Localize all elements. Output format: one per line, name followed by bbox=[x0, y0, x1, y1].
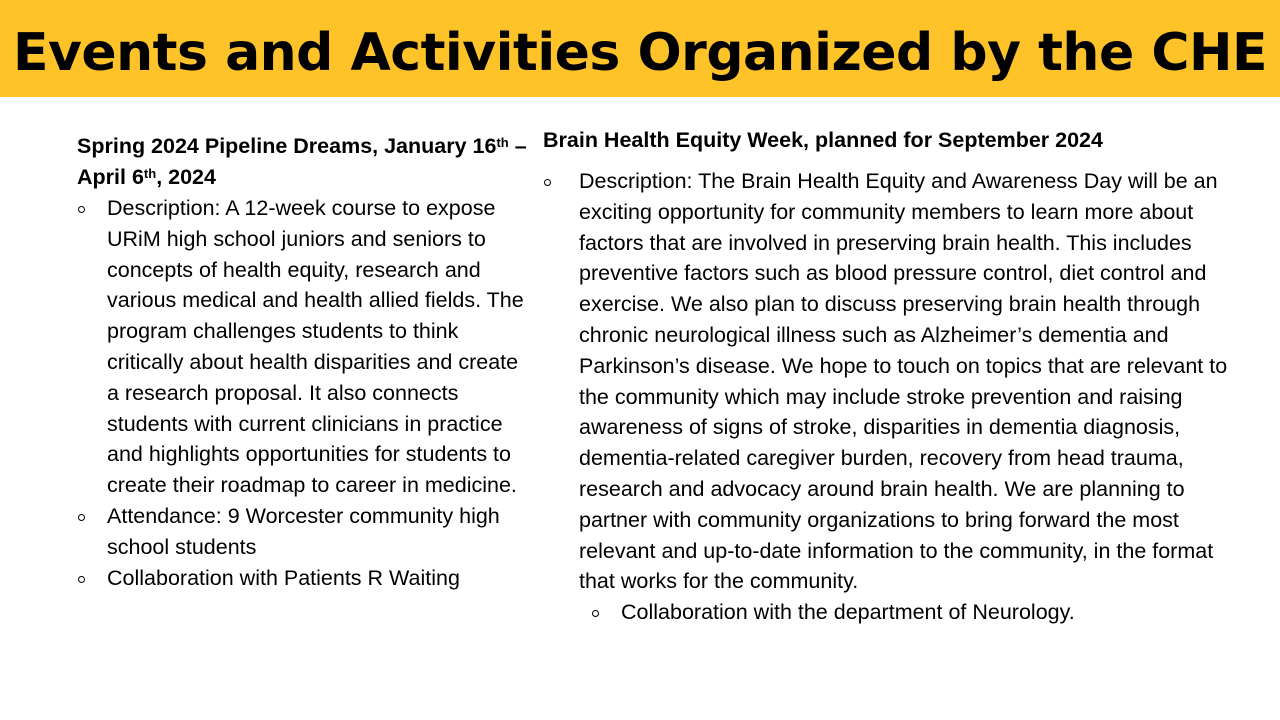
bullet-item-description bbox=[77, 193, 527, 501]
right-column-heading: Brain Health Equity Week, planned for September 2024 bbox=[543, 128, 1103, 152]
heading-superscript: th bbox=[496, 135, 509, 150]
slide-title: Events and Activities Organized by the CHE bbox=[12, 23, 1268, 83]
circle-bullet-icon bbox=[78, 576, 85, 583]
bullet-text: Collaboration with the department of Neurology. bbox=[621, 600, 1075, 625]
heading-text-part1: Spring 2024 Pipeline Dreams, January 16 bbox=[77, 134, 497, 158]
circle-bullet-icon bbox=[78, 206, 85, 213]
heading-text-part3: , 2024 bbox=[156, 165, 216, 189]
right-column bbox=[543, 125, 1243, 628]
bullet-text: Description: The Brain Health Equity and Awareness Day will be an exciting opportunity for community members to learn more about factors that are involved in preserving brain health. This includes preventive factors such as blood pressure control, diet control and exercise. We also plan to discuss preserving brain health through chronic neurological illness such as Alzheimer’s dementia and Parkinson’s disease. We hope to touch on topics that are relevant to the community which may include stroke prevention and raising awareness of signs of stroke, disparities in dementia diagnosis, dementia-related caregiver burden, recovery from head trauma, research and advocacy around brain health. We are planning to partner with community organizations to bring forward the most relevant and up-to-date information to the community, in the format that works for the community. bbox=[579, 169, 1228, 594]
circle-bullet-icon bbox=[78, 514, 85, 521]
bullet-text: Collaboration with Patients R Waiting bbox=[107, 565, 460, 590]
bullet-item-collaboration bbox=[77, 563, 527, 594]
sub-bullet-item-collaboration bbox=[543, 597, 1243, 628]
left-bullet-list bbox=[77, 193, 527, 593]
heading-superscript: th bbox=[143, 166, 157, 181]
heading-text-part2: – April 6 bbox=[77, 134, 527, 189]
circle-bullet-icon bbox=[592, 610, 599, 617]
left-column-heading bbox=[77, 131, 527, 193]
bullet-item-description bbox=[543, 166, 1243, 597]
bullet-text: Attendance: 9 Worcester community high school students bbox=[107, 503, 500, 559]
bullet-text: Description: A 12-week course to expose URiM high school juniors and seniors to concepts of health equity, research and various medical and health allied fields. The program challenges students to think critically about health disparities and create a research proposal. It also connects students with current clinicians in practice and highlights opportunities for students to create their roadmap to career in medicine. bbox=[107, 196, 524, 498]
left-column bbox=[77, 131, 527, 593]
right-bullet-list bbox=[543, 166, 1243, 628]
bullet-item-attendance bbox=[77, 501, 527, 563]
circle-bullet-icon bbox=[544, 179, 551, 186]
